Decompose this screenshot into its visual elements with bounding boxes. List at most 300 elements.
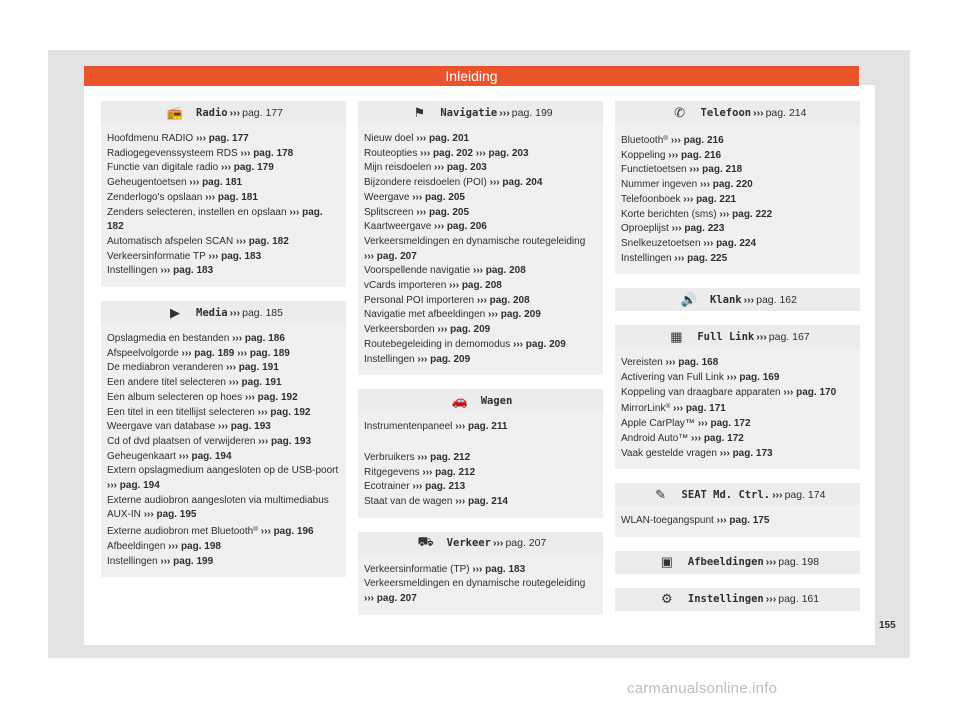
page-ref-link[interactable]: pag. 218 — [702, 164, 743, 176]
arrow-icon: ››› — [412, 191, 423, 203]
item-text: De mediabron veranderen — [107, 362, 224, 374]
item-text: Telefoonboek — [621, 193, 681, 205]
section-page-ref[interactable]: pag. 167 — [768, 330, 810, 343]
section-title[interactable]: SEAT Md. Ctrl. — [681, 488, 771, 501]
list-item[interactable] — [107, 376, 340, 391]
list-item[interactable] — [364, 176, 597, 191]
arrow-icon: ››› — [364, 250, 374, 262]
list-item[interactable] — [364, 308, 597, 323]
arrow-icon: ››› — [487, 309, 498, 321]
item-text: Activering van Full Link — [621, 372, 724, 384]
section-header[interactable] — [615, 288, 860, 311]
page-ref-link[interactable]: pag. 207 — [376, 250, 417, 262]
arrow-icon: ››› — [719, 208, 730, 220]
page-ref-link[interactable]: pag. 183 — [485, 563, 526, 575]
section-title[interactable]: Telefoon — [700, 106, 752, 119]
full-link-icon: ▦ — [670, 328, 683, 344]
item-text: Vereisten — [621, 357, 663, 369]
section-title[interactable]: Radio — [196, 106, 228, 119]
arrow-icon: ››› — [240, 147, 251, 159]
section-page-ref[interactable]: pag. 199 — [511, 106, 553, 119]
list-item[interactable] — [107, 161, 340, 176]
list-item[interactable] — [107, 176, 340, 191]
page-ref-link[interactable]: pag. 199 — [173, 555, 214, 567]
page-ref-link[interactable]: pag. 181 — [202, 177, 243, 189]
item-text: Verkeersmeldingen en dynamische routegeleiding — [364, 578, 586, 590]
phone-icon: ✆ — [674, 104, 685, 120]
arrow-icon: ››› — [472, 265, 483, 277]
arrow-icon: ››› — [665, 357, 676, 369]
arrow-icon: ››› — [422, 466, 433, 478]
section-items — [358, 555, 603, 615]
list-item[interactable] — [107, 464, 340, 493]
item-text: Ritgegevens — [364, 466, 420, 478]
page-ref-link[interactable]: pag. 206 — [446, 221, 487, 233]
arrow-icon: ››› — [434, 221, 445, 233]
item-text: Bluetooth — [621, 135, 664, 146]
item-text: Routebegeleiding in demomodus — [364, 338, 511, 350]
arrow-icon: ››› — [225, 362, 236, 374]
arrow-icon: ››› — [437, 324, 448, 336]
list-item[interactable] — [364, 323, 597, 338]
item-text: Verbruikers — [364, 451, 415, 463]
section-header[interactable] — [615, 101, 860, 124]
arrow-icon: ››› — [220, 162, 231, 174]
section-title[interactable]: Afbeeldingen — [687, 556, 764, 569]
list-item[interactable] — [621, 386, 854, 401]
page-ref-link[interactable]: pag. 212 — [435, 466, 476, 478]
section-wagen — [358, 389, 603, 518]
arrow-icon: ››› — [257, 406, 268, 418]
traffic-car-icon: ⛟ — [417, 534, 434, 550]
item-text: Afspeelvolgorde — [107, 347, 179, 359]
list-item[interactable] — [107, 347, 340, 362]
list-item[interactable] — [364, 480, 597, 495]
item-text: WLAN-toegangspunt — [621, 515, 714, 527]
list-item[interactable] — [621, 132, 854, 149]
page-ref-link[interactable]: pag. 179 — [233, 162, 274, 174]
page-ref-link[interactable]: pag. 207 — [376, 593, 417, 605]
page-ref-link[interactable]: pag. 194 — [191, 450, 232, 462]
list-item[interactable] — [364, 161, 597, 176]
section-header[interactable] — [615, 483, 860, 506]
arrow-icon: ››› — [107, 480, 117, 492]
arrow-icon: ››› — [691, 432, 702, 444]
item-text: Mijn reisdoelen — [364, 162, 432, 174]
arrow-icon: ››› — [670, 135, 681, 146]
section-page-ref[interactable]: pag. 174 — [784, 488, 826, 501]
arrow-icon: ››› — [472, 563, 483, 575]
arrow-icon: ››› — [668, 149, 679, 161]
arrow-icon: ››› — [218, 421, 229, 433]
arrow-icon: ››› — [765, 593, 777, 606]
page-ref-link[interactable]: pag. 220 — [712, 179, 753, 191]
list-item[interactable] — [621, 149, 854, 164]
section-items — [615, 348, 860, 469]
section-verkeer — [358, 532, 603, 615]
page-ref-link[interactable]: pag. 175 — [729, 515, 770, 527]
list-item[interactable] — [364, 235, 597, 264]
list-item[interactable] — [364, 495, 597, 510]
item-text: Een titel in een titellijst selecteren — [107, 406, 255, 418]
page-ref-link[interactable]: pag. 224 — [716, 237, 757, 249]
arrow-icon: ››› — [716, 515, 727, 527]
item-text: Hoofdmenu RADIO — [107, 133, 194, 144]
arrow-icon: ››› — [753, 106, 764, 119]
section-title[interactable]: Full Link — [697, 330, 755, 343]
page-ref-link[interactable]: pag. 212 — [430, 451, 471, 463]
page-ref-link[interactable]: pag. 223 — [684, 223, 725, 235]
page-ref-link[interactable]: pag. 205 — [429, 206, 470, 218]
list-item[interactable] — [107, 523, 340, 540]
arrow-icon: ››› — [364, 593, 374, 605]
list-item[interactable] — [621, 417, 854, 432]
list-item[interactable] — [107, 206, 340, 235]
section-title[interactable]: Navigatie — [440, 106, 498, 119]
page-ref-link[interactable]: pag. 171 — [685, 403, 726, 415]
list-item[interactable] — [107, 191, 340, 206]
item-text: Geheugenkaart — [107, 450, 176, 462]
section-header[interactable] — [358, 532, 603, 555]
item-text: Verkeersinformatie TP — [107, 250, 206, 262]
arrow-icon: ››› — [228, 377, 239, 389]
page-ref-link[interactable]: pag. 178 — [253, 147, 294, 159]
list-item[interactable] — [107, 361, 340, 376]
section-header[interactable] — [101, 101, 346, 124]
section-page-ref[interactable]: pag. 214 — [765, 106, 807, 119]
item-text: Verkeersborden — [364, 324, 435, 336]
arrow-icon: ››› — [499, 106, 510, 119]
item-text: Instrumentenpaneel — [364, 421, 453, 433]
page-ref-link[interactable]: pag. 169 — [739, 372, 780, 384]
arrow-icon: ››› — [492, 537, 504, 550]
item-text: Nummer ingeven — [621, 179, 698, 191]
item-text: Verkeersinformatie (TP) — [364, 563, 470, 575]
page-ref-link[interactable]: pag. 222 — [732, 208, 773, 220]
arrow-icon: ››› — [205, 191, 216, 203]
section-instellingen — [615, 588, 860, 611]
item-text: Opslagmedia en bestanden — [107, 333, 230, 345]
item-text: Routeopties — [364, 147, 418, 159]
wrench-icon: ✎ — [655, 486, 666, 502]
item-text: Functie van digitale radio — [107, 162, 219, 174]
arrow-icon: ››› — [417, 451, 428, 463]
section-page-ref[interactable]: pag. 207 — [505, 537, 547, 550]
page-ref-link[interactable]: pag. 193 — [230, 421, 271, 433]
arrow-icon: ››› — [181, 347, 192, 359]
arrow-icon: ››› — [783, 386, 794, 398]
list-item[interactable] — [621, 514, 854, 529]
item-text: Verkeersmeldingen en dynamische routegeleiding — [364, 235, 586, 247]
page-ref-link[interactable]: pag. 193 — [270, 435, 312, 447]
section-header[interactable] — [615, 325, 860, 348]
list-item[interactable] — [107, 332, 340, 347]
list-item[interactable] — [364, 279, 597, 294]
column-right — [615, 101, 860, 625]
sound-icon: 🔊 — [680, 291, 698, 307]
list-item[interactable] — [364, 563, 597, 578]
page-ref-link[interactable]: pag. 214 — [467, 496, 508, 508]
arrow-icon: ››› — [726, 372, 737, 384]
list-item[interactable] — [364, 132, 597, 147]
page-ref-link[interactable]: pag. 209 — [430, 353, 471, 365]
section-items — [615, 506, 860, 537]
arrow-icon: ››› — [756, 330, 767, 343]
arrow-icon: ››› — [178, 450, 189, 462]
page-ref-link[interactable]: pag. 205 — [424, 191, 465, 203]
arrow-icon: ››› — [455, 496, 466, 508]
arrow-icon: ››› — [416, 206, 427, 218]
list-item[interactable] — [621, 237, 854, 252]
item-text: Navigatie met afbeeldingen — [364, 309, 486, 321]
arrow-icon: ››› — [168, 540, 179, 552]
list-item[interactable] — [364, 466, 597, 481]
item-text: Cd of dvd plaatsen of verwijderen — [107, 435, 256, 447]
list-item[interactable] — [107, 264, 340, 279]
arrow-icon: ››› — [195, 133, 206, 144]
list-item[interactable] — [621, 432, 854, 447]
arrow-icon: ››› — [235, 235, 246, 247]
list-item[interactable] — [364, 420, 597, 435]
arrow-icon: ››› — [258, 435, 269, 447]
list-item[interactable] — [364, 191, 597, 206]
page-ref-link[interactable]: pag. 172 — [703, 432, 744, 444]
item-text: Instellingen — [621, 252, 672, 264]
list-item[interactable] — [364, 338, 597, 353]
page-ref-link[interactable]: pag. 172 — [710, 418, 751, 430]
page-ref-link[interactable]: pag. 182 — [107, 206, 323, 233]
list-item[interactable] — [107, 450, 340, 465]
section-media — [101, 301, 346, 577]
list-item[interactable] — [621, 252, 854, 267]
play-icon: ▶ — [170, 304, 180, 320]
page-ref-link[interactable]: pag. 194 — [119, 480, 160, 492]
section-page-ref[interactable]: pag. 185 — [242, 306, 283, 319]
section-navigatie — [358, 101, 603, 375]
item-text: Bijzondere reisdoelen (POI) — [364, 177, 487, 189]
column-middle — [358, 101, 603, 629]
arrow-icon: ››› — [229, 306, 241, 319]
item-text: Externe audiobron aangesloten via multimediabus AUX-IN — [107, 494, 329, 521]
arrow-icon: ››› — [674, 252, 685, 264]
page-ref-link[interactable]: pag. 191 — [241, 377, 282, 389]
arrow-icon: ››› — [260, 526, 271, 538]
arrow-icon: ››› — [244, 391, 255, 403]
arrow-icon: ››› — [683, 193, 694, 205]
page-ref-link[interactable]: pag. 203 — [446, 162, 487, 174]
page-ref-link[interactable]: pag. 208 — [461, 280, 502, 292]
item-text: Functietoetsen — [621, 164, 687, 176]
item-text: Extern opslagmedium aangesloten op de USB-poort — [107, 465, 339, 477]
list-item[interactable] — [107, 494, 340, 523]
item-text: Externe audiobron met Bluetooth — [107, 526, 254, 538]
page-ref-link[interactable]: pag. 183 — [173, 265, 214, 277]
page-ref-link[interactable]: pag. 189 ››› pag. 189 — [194, 347, 290, 359]
list-item[interactable] — [621, 447, 854, 462]
section-items — [615, 124, 860, 274]
item-text: Personal POI importeren — [364, 294, 475, 306]
list-item[interactable] — [364, 353, 597, 368]
list-item[interactable] — [364, 577, 597, 606]
car-icon: 🚗 — [451, 392, 468, 408]
section-items — [101, 124, 346, 287]
list-item[interactable] — [364, 206, 597, 221]
page-ref-link[interactable]: pag. 209 — [450, 324, 491, 336]
list-item[interactable] — [621, 371, 854, 386]
arrow-icon: ››› — [513, 338, 523, 350]
list-item[interactable] — [364, 294, 597, 309]
page-ref-link[interactable]: pag. 208 — [489, 294, 530, 306]
list-item[interactable] — [621, 222, 854, 237]
arrow-icon: ››› — [417, 353, 428, 365]
arrow-icon: ››› — [719, 447, 730, 459]
arrow-icon: ››› — [412, 481, 423, 493]
page-number: 155 — [879, 620, 896, 631]
page-ref-link[interactable]: pag. 211 — [467, 421, 508, 433]
list-item[interactable] — [107, 540, 340, 555]
arrow-icon: ››› — [449, 280, 460, 292]
item-text: Geheugentoetsen — [107, 177, 187, 189]
page-ref-link[interactable]: pag. 204 — [502, 177, 543, 189]
arrow-icon: ››› — [743, 293, 755, 306]
page-ref-link[interactable]: pag. 192 — [257, 391, 298, 403]
arrow-icon: ››› — [673, 403, 684, 415]
page-ref-link[interactable]: pag. 182 — [248, 235, 289, 247]
page-ref-link[interactable]: pag. 225 — [687, 252, 728, 264]
list-item[interactable] — [107, 420, 340, 435]
section-header[interactable] — [615, 551, 860, 574]
item-text: Zenders selecteren, instellen en opslaan — [107, 206, 287, 218]
page-ref-link[interactable]: pag. 183 — [221, 250, 262, 262]
section-title[interactable]: Verkeer — [446, 537, 491, 550]
page-ref-link[interactable]: pag. 209 — [500, 309, 541, 321]
section-page-ref[interactable]: pag. 161 — [778, 593, 820, 606]
list-item[interactable] — [621, 400, 854, 417]
arrow-icon: ››› — [671, 223, 682, 235]
list-item[interactable] — [621, 208, 854, 223]
page-ref-link[interactable]: pag. 202 ››› pag. 203 — [432, 147, 529, 159]
registered-mark: ® — [665, 403, 671, 411]
settings-icon: ⚙ — [661, 591, 673, 607]
page-ref-link[interactable]: pag. 196 — [273, 526, 314, 538]
arrow-icon: ››› — [229, 106, 241, 119]
item-text: Voorspellende navigatie — [364, 265, 471, 277]
item-text: Instellingen — [364, 353, 415, 365]
page-ref-link[interactable]: pag. 177 — [208, 133, 249, 144]
item-text: Oproeplijst — [621, 223, 669, 235]
item-text: Instellingen — [107, 265, 158, 277]
item-text: Weergave — [364, 191, 410, 203]
page-ref-link[interactable]: pag. 168 — [678, 357, 719, 369]
list-item[interactable] — [621, 163, 854, 178]
item-text: Korte berichten (sms) — [621, 208, 717, 220]
page-ref-link[interactable]: pag. 216 — [683, 135, 724, 146]
list-item[interactable] — [107, 147, 340, 162]
section-page-ref[interactable]: pag. 177 — [242, 106, 283, 119]
list-item[interactable] — [621, 193, 854, 208]
arrow-icon: ››› — [208, 250, 219, 262]
arrow-icon: ››› — [689, 164, 700, 176]
page-ref-link[interactable]: pag. 195 — [156, 509, 197, 521]
item-text: Nieuw doel — [364, 133, 414, 144]
section-page-ref[interactable]: pag. 198 — [778, 556, 820, 569]
section-header[interactable] — [615, 588, 860, 611]
list-item[interactable] — [107, 250, 340, 265]
list-item[interactable] — [107, 555, 340, 570]
section-items — [358, 124, 603, 375]
page-ref-link[interactable]: pag. 216 — [681, 149, 722, 161]
item-text: Weergave van database — [107, 421, 216, 433]
arrow-icon: ››› — [703, 237, 714, 249]
list-item[interactable] — [364, 220, 597, 235]
section-header[interactable] — [358, 389, 603, 412]
item-text: Koppeling — [621, 149, 666, 161]
page-ref-link[interactable]: pag. 209 — [525, 338, 566, 350]
page-ref-link[interactable]: pag. 201 — [429, 133, 470, 144]
arrow-icon: ››› — [160, 555, 171, 567]
section-title[interactable]: Instellingen — [687, 593, 764, 606]
arrow-icon: ››› — [289, 206, 300, 218]
section-klank — [615, 288, 860, 311]
page-ref-link[interactable]: pag. 191 — [238, 362, 279, 374]
section-page-ref[interactable]: pag. 162 — [756, 293, 797, 306]
list-item[interactable] — [107, 391, 340, 406]
page-ref-link[interactable]: pag. 181 — [217, 191, 258, 203]
flag-icon: ⚑ — [413, 104, 426, 120]
section-title[interactable]: Media — [196, 306, 228, 319]
section-afbeeldingen — [615, 551, 860, 574]
arrow-icon: ››› — [765, 556, 777, 569]
list-item[interactable] — [621, 356, 854, 371]
section-banner: Inleiding — [84, 66, 859, 86]
page-ref-link[interactable]: pag. 173 — [732, 447, 773, 459]
section-radio — [101, 101, 346, 287]
list-item[interactable] — [107, 406, 340, 421]
arrow-icon: ››› — [160, 265, 171, 277]
arrow-icon: ››› — [699, 179, 710, 191]
list-item[interactable] — [107, 132, 340, 147]
list-item[interactable] — [107, 435, 340, 450]
item-text: Staat van de wagen — [364, 496, 453, 508]
item-text: Koppeling van draagbare apparaten — [621, 386, 781, 398]
page-ref-link[interactable]: pag. 198 — [180, 540, 221, 552]
section-header[interactable] — [101, 301, 346, 324]
page-ref-link[interactable]: pag. 192 — [270, 406, 311, 418]
page-ref-link[interactable]: pag. 208 — [485, 265, 526, 277]
page-ref-link[interactable]: pag. 170 — [796, 386, 837, 398]
list-item[interactable] — [107, 235, 340, 250]
section-telefoon — [615, 101, 860, 274]
section-title[interactable]: Klank — [710, 293, 742, 306]
item-text: Snelkeuzetoetsen — [621, 237, 701, 249]
list-item[interactable] — [621, 178, 854, 193]
page-ref-link[interactable]: pag. 213 — [425, 481, 466, 493]
item-text: Android Auto™ — [621, 432, 689, 444]
list-item[interactable] — [364, 451, 597, 466]
item-text: Radiogegevenssysteem RDS — [107, 147, 238, 159]
page-ref-link[interactable]: pag. 221 — [696, 193, 737, 205]
list-item[interactable] — [364, 264, 597, 279]
arrow-icon: ››› — [189, 177, 200, 189]
arrow-icon: ››› — [455, 421, 466, 433]
item-text: vCards importeren — [364, 280, 447, 292]
item-text: Vaak gestelde vragen — [621, 447, 717, 459]
list-item[interactable] — [364, 147, 597, 162]
section-title[interactable]: Wagen — [480, 394, 513, 407]
page-ref-link[interactable]: pag. 186 — [244, 333, 285, 345]
item-text: Zenderlogo's opslaan — [107, 191, 203, 203]
section-header[interactable] — [358, 101, 603, 124]
